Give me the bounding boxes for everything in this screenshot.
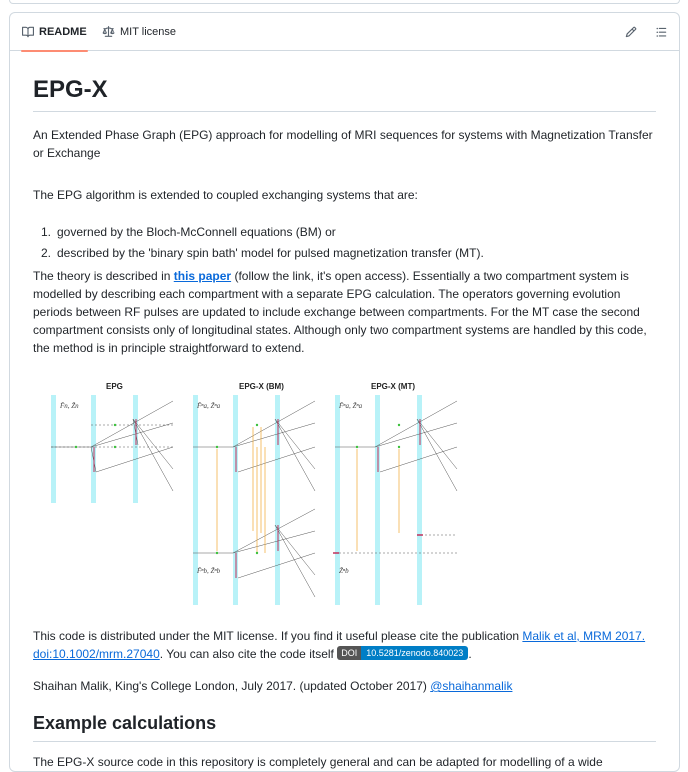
paper-link[interactable]: this paper xyxy=(173,269,232,283)
doi-badge-value: 10.5281/zenodo.840023 xyxy=(361,646,468,660)
example-calculations-heading: Example calculations xyxy=(33,711,656,742)
panel-title-mt: EPG-X (MT) xyxy=(371,382,415,391)
list-item: 2. described by the 'binary spin bath' model for pulsed magnetization transfer (MT). xyxy=(41,246,484,260)
tab-license-label: MIT license xyxy=(120,26,177,38)
book-icon xyxy=(22,26,34,38)
doi-badge[interactable] xyxy=(337,646,468,660)
readme-panel xyxy=(9,12,680,772)
edit-file-button[interactable] xyxy=(624,25,638,39)
epg-diagram xyxy=(33,373,463,611)
panel-title-epg: EPG xyxy=(106,382,123,391)
state-label-bm-a: F̃ⁿa, Z̃ⁿa xyxy=(197,402,221,410)
intro-paragraph: An Extended Phase Graph (EPG) approach for modelling of MRI sequences for systems with Magnetization Transfer or Exchange xyxy=(33,128,653,160)
pencil-icon xyxy=(625,26,637,38)
readme-tabbar xyxy=(10,13,679,51)
state-label-epg: F̃n, Z̃n xyxy=(60,402,79,410)
example-paragraph: The EPG-X source code in this repository is completely general and can be adapted for modelling of a wide xyxy=(33,755,603,769)
epg-panel xyxy=(51,395,173,503)
author-profile-link[interactable]: @shaihanmalik xyxy=(430,679,513,693)
tab-readme-label: README xyxy=(39,26,87,38)
tab-license[interactable] xyxy=(102,13,176,51)
author-paragraph: Shaihan Malik, King's College London, July 2017. (updated October 2017) @shaihanmalik xyxy=(33,679,513,693)
list-icon xyxy=(655,26,667,38)
panel-title-bm: EPG-X (BM) xyxy=(239,382,284,391)
system-list xyxy=(33,223,656,265)
epg-diagram-figure xyxy=(33,373,463,611)
state-label-bm-b: F̃ⁿb, Z̃ⁿb xyxy=(197,567,221,575)
list-item: 1. governed by the Bloch-McConnell equations (BM) or xyxy=(41,225,336,239)
previous-panel-edge xyxy=(9,0,680,4)
state-label-mt-a: F̃ⁿa, Z̃ⁿa xyxy=(339,402,363,410)
doi-badge-label: DOI xyxy=(337,646,361,660)
tab-readme[interactable] xyxy=(21,13,88,51)
law-icon xyxy=(102,26,115,38)
coupled-intro-paragraph: The EPG algorithm is extended to coupled exchanging systems that are: xyxy=(33,188,418,202)
theory-paragraph: The theory is described in this paper (follow the link, it's open access). Essentially a two compartment system is modelled by describing each compartment with a separate EPG calculation. The operators governing evolution periods between RF pulses are updated to include exchange between compartments. For the MT case the second compartment consists only of longitudinal states. Although only two compartment systems are handled by this code, the method is in principle straightforward to extend. xyxy=(33,269,647,355)
page-title: EPG-X xyxy=(33,75,656,112)
state-label-mt-b: Z̃ⁿb xyxy=(339,567,349,575)
active-tab-underline xyxy=(21,50,88,52)
epg-mt-panel xyxy=(333,395,457,605)
license-paragraph: This code is distributed under the MIT license. If you find it useful please cite the publication Malik et al, MRM 2017. doi:10.1002/mrm.27040. You can also cite the code itself DOI 10.5281/zenodo.840023 . xyxy=(33,629,646,661)
outline-button[interactable] xyxy=(654,25,668,39)
publication-link[interactable]: Malik et al, MRM 2017. doi:10.1002/mrm.27040 xyxy=(33,629,646,661)
